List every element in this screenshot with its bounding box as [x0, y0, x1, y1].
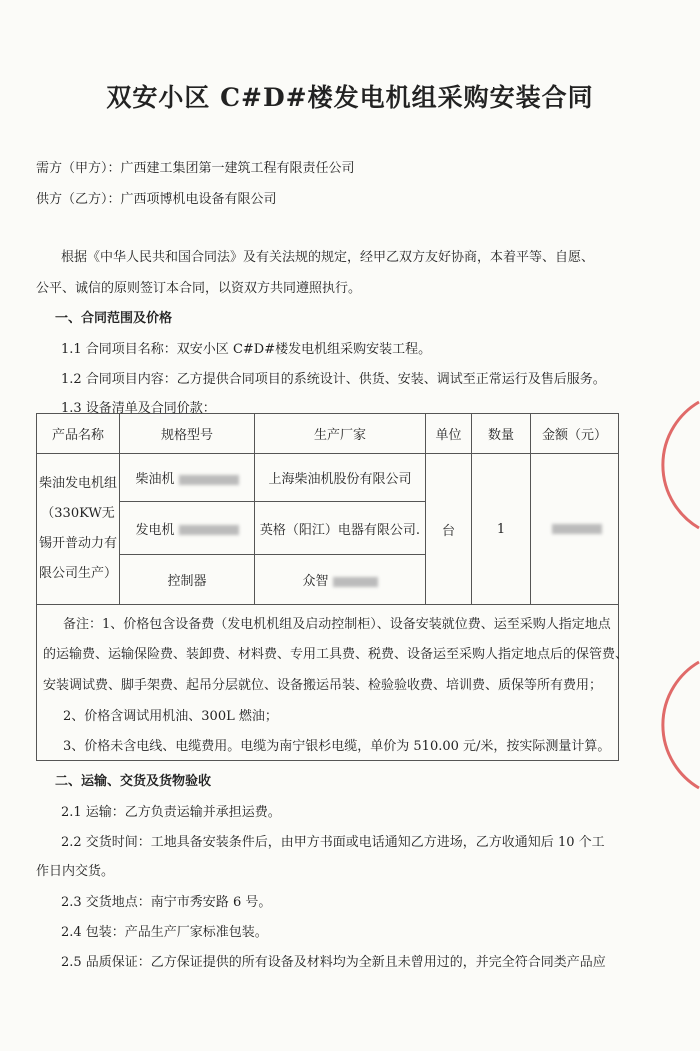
note-line: 3、价格未含电线、电缆费用。电缆为南宁银杉电缆，单价为 510.00 元/米，按实际测量计算。 — [63, 739, 611, 754]
section2-item: 2.3 交货地点：南宁市秀安路 6 号。 — [61, 895, 272, 910]
red-seal-stamp — [655, 400, 700, 530]
party-a: 需方（甲方）：广西建工集团第一建筑工程有限责任公司 — [36, 161, 355, 176]
header-maker: 生产厂家 — [255, 414, 426, 454]
note-line: 安装调试费、脚手架费、起吊分层就位、设备搬运吊装、检验验收费、培训费、质保等所有费用； — [43, 678, 603, 693]
redacted-amount — [552, 524, 602, 534]
header-spec: 规格型号 — [120, 414, 255, 454]
party-b: 供方（乙方）：广西项博机电设备有限公司 — [36, 192, 277, 207]
section2-item: 作日内交货。 — [36, 864, 115, 879]
unit-cell: 台 — [426, 454, 472, 605]
section1-item3: 1.3 设备清单及合同价款： — [61, 401, 216, 416]
red-seal-stamp — [655, 660, 700, 790]
table-row — [120, 454, 255, 502]
section2-item: 2.1 运输：乙方负责运输并承担运费。 — [61, 805, 281, 820]
note-line: 2、价格含调试用机油、300L 燃油； — [63, 709, 278, 724]
section2-item: 2.2 交货时间：工地具备安装条件后，由甲方书面或电话通知乙方进场，乙方收通知后 10 个工 — [61, 835, 605, 850]
preamble-line-2: 公平、诚信的原则签订本合同，以资双方共同遵照执行。 — [36, 281, 362, 296]
note-line: 备注：1、价格包含设备费（发电机机组及启动控制柜）、设备安装就位费、运至采购人指定地点 — [63, 617, 611, 632]
maker-name: 众智 — [302, 574, 329, 589]
section1-item1: 1.1 合同项目名称：双安小区 C#D#楼发电机组采购安装工程。 — [61, 342, 432, 357]
spec-name: 柴油机 — [135, 472, 175, 487]
table-row — [120, 502, 255, 555]
table-row: 控制器 — [120, 555, 255, 605]
maker-cell: 上海柴油机股份有限公司 — [255, 454, 426, 502]
equipment-table — [36, 413, 619, 605]
header-product: 产品名称 — [37, 414, 120, 454]
section2-item: 2.5 品质保证：乙方保证提供的所有设备及材料均为全新且未曾用过的，并完全符合同类产品应 — [61, 955, 606, 970]
header-amount: 金额（元） — [531, 414, 619, 454]
product-name: 柴油发电机组（330KW无锡开普动力有限公司生产） — [37, 454, 120, 605]
section1-heading: 一、合同范围及价格 — [55, 311, 173, 326]
preamble-line-1: 根据《中华人民共和国合同法》及有关法规的规定，经甲乙双方友好协商，本着平等、自愿、 — [61, 250, 595, 265]
redacted-model — [179, 475, 239, 485]
quantity-cell: 1 — [472, 454, 531, 605]
section2-item: 2.4 包装：产品生产厂家标准包装。 — [61, 925, 268, 940]
section1-item2: 1.2 合同项目内容：乙方提供合同项目的系统设计、供货、安装、调试至正常运行及售后服务。 — [61, 372, 606, 387]
maker-cell — [255, 555, 426, 605]
redacted-maker — [333, 577, 378, 587]
redacted-model — [179, 525, 239, 535]
maker-cell: 英格（阳江）电器有限公司. — [255, 502, 426, 555]
section2-heading: 二、运输、交货及货物验收 — [55, 774, 212, 789]
notes-box — [36, 603, 629, 761]
spec-name: 发电机 — [135, 522, 175, 538]
amount-cell — [531, 454, 619, 605]
header-unit: 单位 — [426, 414, 472, 454]
note-line: 的运输费、运输保险费、装卸费、材料费、专用工具费、税费、设备运至采购人指定地点后的保管费、 — [43, 647, 629, 662]
header-qty: 数量 — [472, 414, 531, 454]
contract-title: 双安小区 C#D#楼发电机组采购安装合同 — [106, 83, 594, 112]
